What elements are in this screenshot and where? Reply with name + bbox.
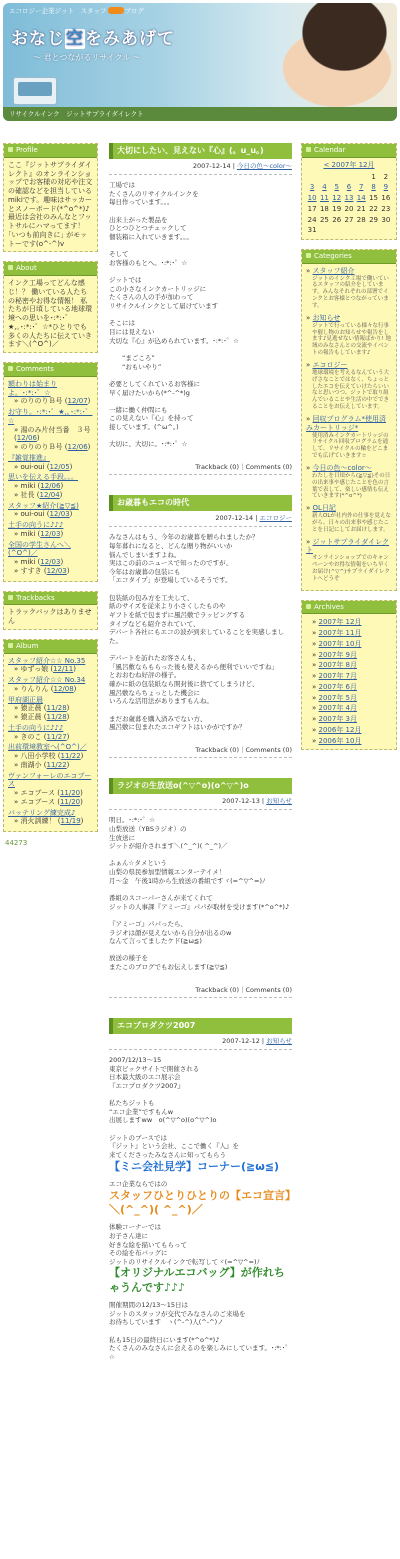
comment-entry: » 社長 (12/04): [14, 490, 63, 499]
comment-author: miki: [20, 482, 36, 490]
calendar-day[interactable]: 15: [369, 194, 378, 202]
list-item: [8, 380, 93, 406]
album-entry: » きのこ (11/27): [14, 732, 70, 741]
post-meta: 2007-12-12 | お知らせ: [109, 1034, 292, 1050]
list-item: [8, 657, 93, 675]
post-body: 体験コーナーでは お子さん達に 好きな絵を描いてもらって その絵を布バッグに ジットのリサイクルインクで転写してヾ(=^▽^=)ﾉ: [109, 1223, 260, 1266]
post-meta: 2007-12-13 | お知らせ: [109, 794, 292, 810]
calendar-day[interactable]: 24: [307, 215, 317, 224]
miki-badge: [108, 7, 124, 14]
archive-link[interactable]: 2007年 6月: [318, 682, 358, 691]
archive-link[interactable]: 2006年 10月: [318, 736, 362, 745]
archive-link[interactable]: 2007年 5月: [318, 693, 358, 702]
post-footer-links[interactable]: Trackback (0)｜Comments (0): [109, 972, 292, 998]
archive-link[interactable]: 2006年 12月: [318, 725, 362, 734]
leaf-icon: [8, 595, 13, 600]
album-entry: » 南湖小 (11/22): [14, 760, 70, 769]
calendar-day[interactable]: 29: [369, 215, 378, 224]
categories-heading: Categories: [302, 250, 396, 264]
post-footer-links[interactable]: Trackback (0)｜Comments (0): [109, 732, 292, 758]
category-description: わたしを日頃から(≧▽≦)その日の出来事や感じたことを色の言葉で表して、楽しい感情も伝えていきます(*^o^*): [312, 472, 391, 500]
right-sidebar: [301, 143, 397, 759]
comment-entry: » miki (12/06): [14, 482, 64, 490]
comment-date-link[interactable]: 12/05: [49, 462, 70, 471]
category-name: » 今日の色～color～: [306, 464, 372, 472]
leaf-icon: [306, 147, 311, 152]
comment-date-link[interactable]: 12/06: [40, 482, 61, 490]
post-category-link[interactable]: エコロジー: [259, 514, 292, 523]
album-title-link[interactable]: バッテリング練完成♪: [8, 808, 76, 817]
archives-box: [301, 600, 397, 751]
album-list: [4, 654, 97, 832]
list-item-title: [8, 809, 93, 818]
album-author: 消火訓練！: [20, 817, 56, 826]
leaf-icon: [8, 147, 13, 152]
calendar-day: [355, 172, 367, 183]
list-item-title: [8, 502, 93, 511]
category-description: 新人OLが社内外の仕事を覚えながら、日々の出来事や感じたことを日記にしてお届けします。: [312, 513, 391, 533]
album-author: りんりん: [20, 684, 49, 693]
calendar-day[interactable]: 13: [344, 194, 354, 202]
comment-title-link[interactable]: 全国の学生さんへ＼(^O^)／: [8, 540, 71, 558]
category-name: » ジットサプライダイレクト: [306, 537, 390, 555]
highlight-text: 【ミニ会社見学】コーナー(≧ω≦): [109, 1159, 280, 1173]
list-item-title: [8, 743, 93, 752]
calendar-day[interactable]: 9: [383, 183, 389, 192]
category-description: 使用済みインクカートリッジのリサイクル回収プログラムを通して、リサイクルの輪をどこまでも広げていきます☆: [312, 432, 389, 460]
archive-link[interactable]: 2007年 9月: [318, 650, 358, 659]
calendar-month-nav[interactable]: < 2007年 12月: [323, 160, 375, 169]
calendar-day: [355, 225, 367, 236]
album-box: [3, 639, 98, 832]
archive-item: » 2007年 12月: [312, 618, 362, 627]
album-author: 猿正晨: [20, 713, 42, 721]
list-item: [8, 676, 93, 694]
album-entry: » りんりん (12/08): [14, 684, 77, 693]
list-item-title: [8, 473, 93, 482]
archive-item: » 2007年 4月: [312, 704, 358, 713]
highlight-text: スタッフひとりひとりの【エコ宣言】＼(^_^)( ^_^)／: [109, 1188, 291, 1216]
comment-date-link[interactable]: 12/06: [16, 434, 37, 443]
category-item: [306, 464, 392, 500]
list-item: [8, 454, 93, 472]
calendar-box: [301, 143, 397, 240]
list-item-title: [8, 521, 93, 530]
album-title-link[interactable]: 甲府湖正晨: [8, 695, 43, 704]
calendar-day: [380, 225, 392, 236]
post-body: みなさんはもう、今年のお歳暮を贈られましたか？ 毎年暮れになると、どんな贈り物がいいか 悩んでしまいますよね。 実はこの前のニュースで知ったのですが、 今年はお歳暮の包装にも 「エコタイプ」が登場しているそうです。 包装紙の包み方を工夫して、 紙のサイズを従来より小さくしたものや ギフトを紙で包まずに風呂敷でラッピングする タイプなども紹介されていて、 デパート各社にもエコの波が到来していることを実感しました。 デパートを訪れたお客さんも、 「風呂敷ならもらった後も使えるから便利でいいですね」 とおおむね好評の様子。 確かに紙の包装紙なら開封後に捨ててしまうけど、 風呂敷ならちょっとした機会に いろんな活用法がありますもんね。 まだお歳暮を購入済みでない方、 風呂敷に包まれたエコギフトはいかがですか？: [109, 533, 285, 732]
post-title[interactable]: エコプロダクツ2007: [109, 1018, 292, 1034]
comment-date-link[interactable]: 12/04: [39, 490, 60, 499]
category-item: [306, 538, 392, 583]
category-link[interactable]: スタッフ紹介: [312, 266, 355, 275]
album-entry: » ゆずっ娘 (12/11): [14, 665, 76, 674]
comments-list: [4, 377, 97, 581]
album-title-link[interactable]: ヴァンフォーレのエコブース: [8, 771, 92, 789]
calendar-heading: Calendar: [302, 144, 396, 158]
comments-heading: Comments: [4, 363, 97, 377]
album-date-link[interactable]: 11/20: [59, 797, 81, 806]
calendar-day[interactable]: 5: [334, 183, 339, 192]
calendar-day: [367, 225, 379, 236]
categories-box: [301, 249, 397, 591]
profile-text: ここ『ジットサプライダイレクト』のオンラインショップでお客様の対応や注文の確認などを担当しているmikiです。趣味はサッカーとスノーボード(*^o^*)♪ 最近は会社のみんなとフットサルにハマってます！ ｢いつも前向きに｣ がモットーです(o^-^)v: [8, 160, 93, 248]
calendar-day[interactable]: 12: [332, 194, 342, 202]
leaf-icon: [8, 265, 13, 270]
calendar-day: [306, 172, 318, 183]
post-entry: [109, 495, 292, 758]
calendar-day[interactable]: 27: [344, 215, 354, 224]
calendar-day[interactable]: 21: [356, 204, 366, 213]
leaf-icon: [306, 253, 311, 258]
album-author: 八田小学校: [20, 752, 56, 760]
archives-heading: Archives: [302, 601, 396, 615]
comment-date-link[interactable]: 12/07: [67, 397, 88, 406]
comment-title-link[interactable]: お守り。･:*:･゜★,｡･:*:･゜☆: [8, 408, 93, 425]
calendar-day: [318, 172, 330, 183]
category-link[interactable]: OL日記: [312, 504, 336, 513]
archive-item: » 2007年 5月: [312, 693, 358, 702]
list-item: [8, 696, 93, 722]
post-meta: 2007-12-14 | 今日の色～color～: [109, 159, 292, 175]
list-item: [8, 473, 93, 499]
category-description: ジットのインク工場で働いているスタッフの紹介をしています。みんなそれぞれの部署でインクとお客様とつながっています。: [312, 275, 389, 309]
calendar-day[interactable]: 14: [356, 194, 366, 202]
category-link[interactable]: ジットサプライダイレクト: [306, 537, 390, 555]
comment-title-link[interactable]: スタッフ★紹介(≧▽≦): [8, 501, 79, 510]
post-entry: [109, 778, 292, 998]
comment-date-link[interactable]: 12/03: [40, 558, 61, 566]
calendar-day[interactable]: 3: [309, 183, 315, 192]
header-footer-bar: リサイクルインク ジットサプライダイレクト: [3, 107, 397, 121]
calendar-day[interactable]: 20: [344, 204, 354, 213]
post-meta: 2007-12-14 | エコロジー: [109, 511, 292, 527]
list-item-title: [8, 454, 93, 463]
calendar-day[interactable]: 8: [371, 183, 376, 192]
comment-title-link[interactable]: 『雑覚推進』: [8, 453, 50, 462]
category-name: » お知らせ: [306, 313, 341, 322]
post-body: 開催期間の12/13～15日は ジットのスタッフが交代でみなさんのご来場を お待ちしています ヽ(^-^)人(^-^)ノ 私も15日の最終日にいます(*^o^*)♪ たくさんのみなさんに会えるのを楽しみにしています。･:*:･゜☆: [109, 1301, 292, 1361]
category-item: [306, 361, 392, 411]
category-item: [306, 415, 392, 460]
comment-author: 湯のみ片付当番 ３号: [20, 425, 91, 434]
archive-item: » 2007年 10月: [312, 639, 362, 648]
category-link[interactable]: お知らせ: [312, 313, 341, 322]
category-name: » 回収プログラム*使用済みカートリッジ*: [306, 415, 386, 432]
list-item: [8, 408, 93, 452]
list-item-title: [8, 676, 93, 685]
category-link[interactable]: 今日の色～color～: [312, 464, 372, 472]
archive-item: » 2007年 9月: [312, 650, 358, 659]
trackbacks-heading: Trackbacks: [4, 592, 97, 606]
comment-author: oui-oui: [20, 462, 45, 471]
list-item-title: [8, 696, 93, 705]
calendar-day[interactable]: 18: [319, 204, 329, 213]
calendar-day[interactable]: 30: [381, 215, 391, 224]
list-item: [8, 772, 93, 807]
leaf-icon: [8, 643, 13, 648]
category-link[interactable]: 回収プログラム*使用済みカートリッジ*: [306, 415, 386, 432]
archive-link[interactable]: 2007年 4月: [318, 704, 358, 713]
album-author: 猿正晨: [20, 704, 42, 713]
album-author: エコブース: [20, 797, 55, 806]
header-tagline: エコロジー企業ジット スタッフ ブログ: [9, 7, 144, 15]
archive-link[interactable]: 2007年 7月: [318, 672, 358, 681]
main-column: [109, 143, 292, 1382]
post-footer-links[interactable]: Trackback (0)｜Comments (0): [109, 449, 292, 475]
comment-author: miki: [20, 558, 36, 566]
comment-author: miki: [20, 529, 36, 538]
list-item-title: [8, 657, 93, 666]
category-item: [306, 314, 392, 357]
list-item: [8, 743, 93, 769]
archive-link[interactable]: 2007年 3月: [318, 715, 358, 724]
archive-item: » 2006年 12月: [312, 725, 362, 734]
about-heading: About: [4, 262, 97, 276]
post-entry: [109, 143, 292, 475]
comment-entry: » miki (12/03): [14, 558, 64, 566]
album-date-link[interactable]: 11/22: [46, 760, 67, 769]
album-entry: » エコブース (11/20): [14, 797, 83, 806]
site-title[interactable]: おなじ空をみあげて: [11, 29, 175, 49]
list-item-title: [8, 541, 93, 559]
comments-box: [3, 362, 98, 582]
about-box: [3, 261, 98, 353]
post-body: エコ企業ならではの: [109, 1179, 168, 1188]
calendar-day[interactable]: 7: [359, 183, 364, 192]
site-subtitle: ～ 君とつながるリサイクル ～: [33, 53, 141, 62]
ink-product-image: [13, 77, 57, 105]
category-description: 地球環境を考えるなんていう大げさなことではなく、ちょっとしたエコを伝えていけたらいいなと思いつつ、ジットで取り組んでいることや生活の中でできることをお伝えしています。: [312, 369, 390, 411]
category-name: » OL日記: [306, 504, 336, 513]
post-title[interactable]: ラジオの生放送o(^▽^o)(o^▽^)o: [109, 778, 292, 794]
calendar-day[interactable]: 26: [332, 215, 342, 224]
highlight-text: 【オリジナルエコバッグ】が作れちゃうんです♪♪♪: [109, 1266, 285, 1294]
calendar-day: [343, 172, 355, 183]
album-title-link[interactable]: 土手の向うに♪♪♪: [8, 723, 64, 732]
comment-author: 社長: [20, 490, 35, 499]
archive-item: » 2007年 8月: [312, 661, 358, 670]
calendar-day[interactable]: 2: [383, 172, 389, 181]
categories-list: [302, 264, 396, 590]
category-name: » スタッフ紹介: [306, 266, 355, 275]
trackbacks-text: トラックバックはありません: [8, 608, 92, 625]
calendar-day[interactable]: 31: [307, 226, 317, 235]
list-item-title: [8, 380, 93, 398]
album-author: きのこ: [20, 732, 42, 741]
archives-list: [302, 614, 396, 749]
comment-entry: » のりのりＢ号 (12/07): [14, 397, 91, 406]
list-item: [8, 502, 93, 520]
list-item: [8, 724, 93, 742]
category-description: ジットで行っている様々な行事や催し物のお知らせや報告をします♪見逃せない情報ばかり! 地域のみなさんとの交流やイベントの報告もしています♪: [312, 322, 391, 357]
post-category-link[interactable]: 今日の色～color～: [236, 162, 292, 170]
about-text: インク工場ってどんな感じ！？ 働いている人たちの秘密やお得な情報！ 私たちが日頃している地球環境への思いを･:*:･゜★,｡･:*:･゜☆*ひとりでも多くの人たちに伝えていきます＼(^O^)／: [8, 279, 92, 349]
album-author: 南湖小: [20, 760, 42, 769]
list-item: [8, 541, 93, 576]
post-entry: [109, 1018, 292, 1362]
album-date-link[interactable]: 11/28: [46, 704, 67, 713]
archive-item: » 2007年 6月: [312, 682, 358, 691]
left-sidebar: [3, 143, 98, 848]
album-date-link[interactable]: 12/11: [53, 665, 74, 674]
album-entry: » 猿正晨 (11/28): [14, 713, 70, 721]
calendar-grid: [306, 172, 392, 237]
category-item: [306, 267, 392, 310]
calendar-day[interactable]: 28: [356, 215, 366, 224]
album-date-link[interactable]: 11/19: [60, 817, 81, 826]
post-body: 明日。･:*:･゜☆ 山梨放送（YBSラジオ）の 生放送に ジットが紹介されます＼(^_^)( ^_^)／ ふぁん☆タメという 山梨の県民参加型情報エンターテイメ！ 月～金 午後1時から生放送の番組ですヾ(=^▽^=)ﾉ 番組のスコーパーさんが来てくれて ジットの人事課『アミーゴ』パパが取材を受けます(*^o^*)♪ 『アミーゴ』パパったら、 ラジオは顔が見えないから自分が出るのw なんて言ってましたケド(≧ω≦) 放送の様子を またこのブログでもお伝えします(≧▽≦): [109, 816, 290, 972]
comment-entry: » のりのりＢ号 (12/06): [14, 443, 91, 451]
post-category-link[interactable]: お知らせ: [266, 797, 292, 806]
comment-entry: » oui-oui (12/05): [14, 462, 73, 471]
calendar-day[interactable]: 11: [319, 194, 329, 202]
archive-link[interactable]: 2007年 10月: [318, 639, 362, 648]
post-body: 工場では たくさんのリサイクルインクを 毎日作っています。。。 出来上がった製品を ひとつひとつチェックして 個装箱に入れていきます。。。 そして お客様のもとへ。･:*:･゜☆ ジットでは この小さなインクカートリッジに たくさんの人の手が加わって リサイクルインクとして届けています そこには 目には見えない 大切な『心』が込められています。･:*:･゜☆ “まごころ” “おもいやり” 必要としてくれているお客様に 早く届けたいから(*^-^*)g 一緒に働く仲間にも この見えない『心』を持って 接しています。(^ω^。) 大切に、大切に。･:*:･゜☆: [109, 181, 239, 449]
profile-box: [3, 143, 98, 252]
album-date-link[interactable]: 11/22: [60, 752, 81, 760]
comment-author: oui-oui: [20, 510, 45, 519]
category-link[interactable]: エコロジー: [312, 361, 348, 369]
album-entry: » 猿正晨 (11/28): [14, 704, 70, 713]
archive-link[interactable]: 2007年 12月: [318, 618, 362, 627]
comment-date-link[interactable]: 12/03: [40, 529, 61, 538]
calendar-day[interactable]: 22: [369, 204, 378, 213]
calendar-day[interactable]: 10: [307, 194, 317, 202]
calendar-day[interactable]: 6: [346, 183, 352, 192]
album-entry: » 消火訓練！ (11/19): [14, 817, 84, 826]
list-item-title: [8, 408, 93, 426]
archive-item: » 2007年 3月: [312, 715, 358, 724]
album-entry: » 八田小学校 (11/22): [14, 752, 84, 760]
calendar-day[interactable]: 1: [371, 172, 376, 181]
comment-entry: » oui-oui (12/03): [14, 510, 73, 519]
post-body: 2007/12/13～15 東京ビックサイトで開催される 日本最大級のエコ展示会 『エコプロダクツ2007』 私たちジットも “エコ企業”ですもんw 出展しますww o(^▽^o)(o^▽^)o ジットのブースでは 『ジット』という会社、ここで働く『人』を 来てくださったみなさんに知ってもらう: [109, 1056, 239, 1160]
leaf-icon: [306, 604, 311, 609]
calendar-day[interactable]: 17: [307, 204, 317, 213]
calendar-day[interactable]: 23: [381, 204, 391, 213]
list-item-title: [8, 724, 93, 733]
calendar-day: [318, 225, 330, 236]
comment-date-link[interactable]: 12/03: [46, 566, 67, 575]
list-item: [8, 809, 93, 827]
archive-item: » 2006年 10月: [312, 736, 362, 745]
comment-date-link[interactable]: 12/03: [49, 510, 70, 519]
comment-entry: » すすき (12/03): [14, 566, 70, 575]
comment-title-link[interactable]: 額わりは始まりよ。･:*:･゜☆: [8, 379, 57, 397]
album-date-link[interactable]: 11/28: [46, 713, 67, 721]
album-heading: Album: [4, 640, 97, 654]
album-date-link[interactable]: 11/20: [59, 789, 81, 797]
post-title[interactable]: 大切にしたい、見えない『心』(。u_u。): [109, 143, 292, 159]
album-entry: » エコブース (11/20): [14, 789, 83, 797]
calendar-day: [331, 225, 343, 236]
comment-author: のりのりＢ号: [20, 397, 63, 406]
category-name: » エコロジー: [306, 361, 348, 369]
calendar-day: [331, 172, 343, 183]
archive-item: » 2007年 7月: [312, 672, 358, 681]
leaf-icon: [8, 366, 13, 371]
header-photo: [247, 3, 397, 121]
comment-entry: » 湯のみ片付当番 ３号 (12/06): [14, 425, 91, 443]
comment-date-link[interactable]: 12/06: [67, 443, 88, 451]
album-date-link[interactable]: 11/27: [46, 732, 67, 741]
trackbacks-box: [3, 591, 98, 630]
category-item: [306, 504, 392, 533]
list-item: [8, 521, 93, 539]
profile-heading: Profile: [4, 144, 97, 158]
calendar-day[interactable]: 16: [381, 194, 391, 202]
calendar-day[interactable]: 25: [319, 215, 329, 224]
archive-item: » 2007年 11月: [312, 629, 362, 638]
site-header: [3, 3, 397, 121]
comment-author: のりのりＢ号: [20, 443, 63, 451]
post-category-link[interactable]: お知らせ: [266, 1036, 292, 1045]
comment-entry: » miki (12/03): [14, 529, 64, 538]
comment-title-link[interactable]: 土手の向うに♪♪♪: [8, 521, 64, 529]
comment-title-link[interactable]: 思いを伝える手段。。。: [8, 473, 78, 482]
album-author: ゆずっ娘: [20, 665, 49, 674]
album-author: エコブース: [20, 789, 55, 797]
album-title-link[interactable]: スタッフ紹介☆☆ No.34: [8, 676, 86, 684]
calendar-day[interactable]: 19: [332, 204, 342, 213]
post-title[interactable]: お歳暮もエコの時代: [109, 495, 292, 511]
album-title-link[interactable]: 出前環境教室へ(^O^)／: [8, 743, 87, 752]
calendar-day[interactable]: 4: [322, 183, 327, 192]
visitor-counter: 44273: [5, 839, 28, 847]
archive-link[interactable]: 2007年 11月: [318, 629, 362, 638]
category-description: オンラインショップでのキャンペーンやお得な情報をいち早くお届け(^▽^)サプライダイレクトへどうぞ: [312, 555, 390, 582]
archive-link[interactable]: 2007年 8月: [318, 661, 358, 670]
list-item-title: [8, 772, 93, 790]
album-title-link[interactable]: スタッフ紹介☆☆ No.35: [8, 656, 86, 665]
album-date-link[interactable]: 12/08: [53, 684, 74, 693]
comment-author: すすき: [20, 566, 42, 575]
calendar-day: [343, 225, 355, 236]
